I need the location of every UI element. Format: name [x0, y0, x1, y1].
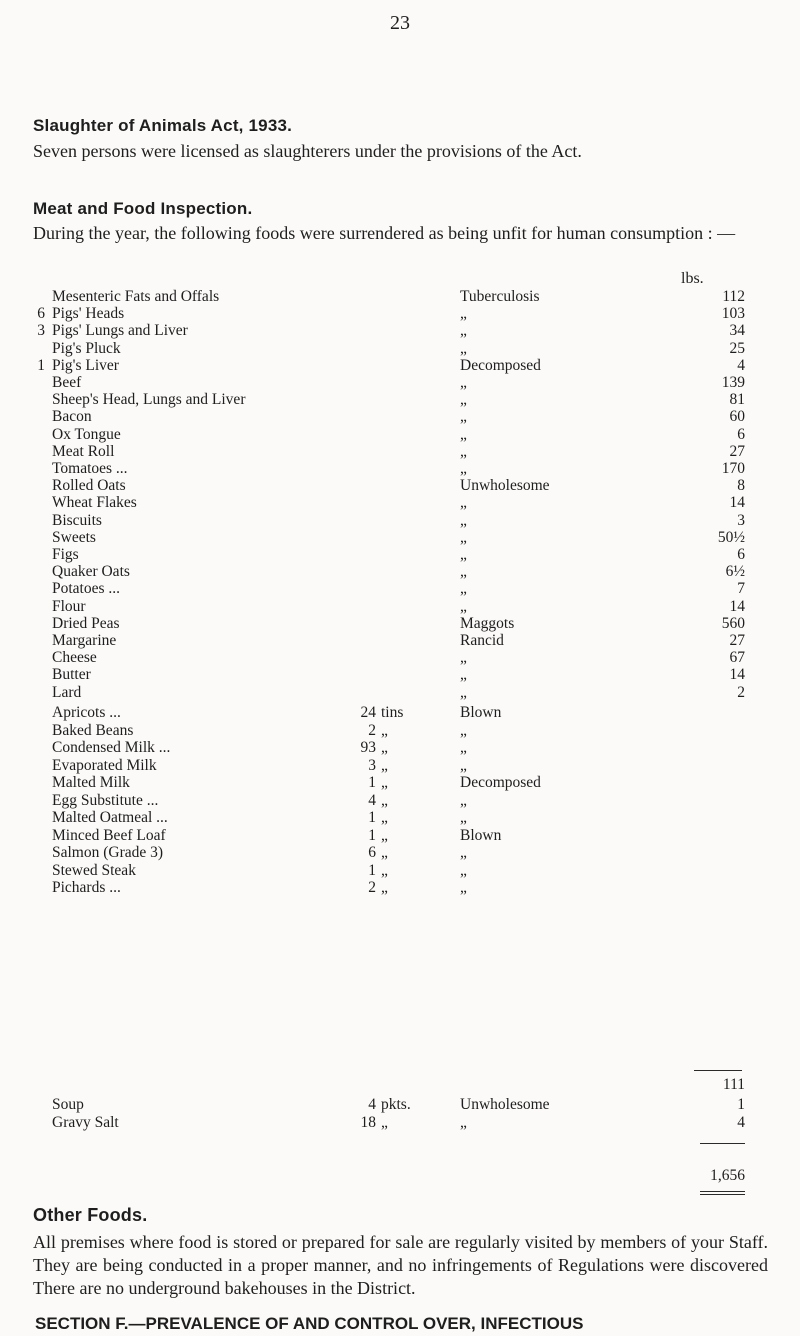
reason: „ — [460, 580, 467, 597]
other-foods-paragraph: All premises where food is stored or prepared for sale are regularly visited by members of your Staff. They are being conducted in a proper manner, and no infringements of Regulations were discovered There are no underground bakehouses in the District. — [33, 1232, 768, 1298]
food-item: Wheat Flakes — [52, 494, 137, 511]
food-item: Butter — [52, 666, 91, 683]
quantity: 1 — [368, 774, 376, 791]
reason: „ — [460, 563, 467, 580]
reason: „ — [460, 546, 467, 563]
unit: tins — [381, 704, 404, 721]
unit: „ — [381, 757, 388, 774]
tins-row — [0, 844, 800, 862]
reason: „ — [460, 792, 467, 809]
reason: „ — [460, 322, 467, 339]
weight-lbs: 112 — [722, 288, 745, 305]
grand-total: 1,656 — [710, 1167, 745, 1184]
reason: Maggots — [460, 615, 515, 632]
food-item: Dried Peas — [52, 615, 120, 632]
unit: pkts. — [381, 1096, 411, 1113]
row-count: 3 — [37, 322, 45, 339]
food-item: Mesenteric Fats and Offals — [52, 288, 220, 305]
weight-lbs: 8 — [737, 477, 745, 494]
weight-lbs: 4 — [737, 357, 745, 374]
reason: Unwholesome — [460, 1096, 550, 1113]
table-row — [0, 477, 800, 495]
lbs-column-header: lbs. — [681, 270, 704, 287]
food-item: Pichards ... — [52, 879, 121, 896]
food-item: Flour — [52, 598, 86, 615]
weight-lbs: 3 — [737, 512, 745, 529]
table-row — [0, 305, 800, 323]
food-item: Malted Milk — [52, 774, 130, 791]
food-item: Biscuits — [52, 512, 102, 529]
weight-lbs: 7 — [737, 580, 745, 597]
weight-lbs: 27 — [729, 632, 745, 649]
tins-subtotal: 111 — [722, 1076, 745, 1093]
table-row — [0, 580, 800, 598]
food-item: Malted Oatmeal ... — [52, 809, 168, 826]
tins-row — [0, 722, 800, 740]
weight-lbs: 60 — [729, 408, 745, 425]
total-double-rule-top — [700, 1191, 745, 1192]
quantity: 24 — [360, 704, 376, 721]
weight-lbs: 1 — [737, 1096, 745, 1113]
food-item: Pigs' Lungs and Liver — [52, 322, 188, 339]
weight-lbs: 34 — [729, 322, 745, 339]
table-row — [0, 649, 800, 667]
weight-lbs: 139 — [721, 374, 745, 391]
table-row — [0, 529, 800, 547]
unit: „ — [381, 844, 388, 861]
food-item: Minced Beef Loaf — [52, 827, 166, 844]
reason: Decomposed — [460, 774, 541, 791]
reason: Blown — [460, 827, 502, 844]
reason: „ — [460, 844, 467, 861]
table-row — [0, 322, 800, 340]
packets-row — [0, 1096, 800, 1114]
quantity: 3 — [368, 757, 376, 774]
weight-lbs: 6½ — [725, 563, 745, 580]
row-count: 6 — [37, 305, 45, 322]
food-item: Quaker Oats — [52, 563, 130, 580]
unit: „ — [381, 827, 388, 844]
unit: „ — [381, 739, 388, 756]
quantity: 4 — [368, 1096, 376, 1113]
table-row — [0, 408, 800, 426]
table-row — [0, 615, 800, 633]
tins-subtotal-row — [0, 1076, 800, 1094]
tins-row — [0, 739, 800, 757]
tins-row — [0, 809, 800, 827]
weight-lbs: 170 — [721, 460, 745, 477]
weight-lbs: 14 — [729, 666, 745, 683]
reason: „ — [460, 494, 467, 511]
total-double-rule-bottom — [700, 1194, 745, 1195]
slaughter-act-heading: Slaughter of Animals Act, 1933. — [33, 116, 293, 135]
food-item: Condensed Milk ... — [52, 739, 171, 756]
weight-lbs: 2 — [737, 684, 745, 701]
quantity: 2 — [368, 879, 376, 896]
tins-row — [0, 757, 800, 775]
food-item: Beef — [52, 374, 82, 391]
reason: „ — [460, 443, 467, 460]
food-item: Pig's Liver — [52, 357, 119, 374]
unit: „ — [381, 1114, 388, 1131]
reason: „ — [460, 1114, 467, 1131]
reason: „ — [460, 757, 467, 774]
food-item: Figs — [52, 546, 79, 563]
quantity: 1 — [368, 827, 376, 844]
quantity: 6 — [368, 844, 376, 861]
weight-lbs: 6 — [737, 426, 745, 443]
meat-inspection-heading: Meat and Food Inspection. — [33, 199, 253, 218]
weight-lbs: 4 — [737, 1114, 745, 1131]
food-item: Ox Tongue — [52, 426, 121, 443]
reason: Unwholesome — [460, 477, 550, 494]
packets-row — [0, 1114, 800, 1132]
tins-row — [0, 827, 800, 845]
table-row — [0, 666, 800, 684]
food-item: Rolled Oats — [52, 477, 126, 494]
tins-row — [0, 792, 800, 810]
table-row — [0, 288, 800, 306]
weight-lbs: 6 — [737, 546, 745, 563]
weight-lbs: 67 — [729, 649, 745, 666]
unit: „ — [381, 809, 388, 826]
reason: „ — [460, 879, 467, 896]
reason: Rancid — [460, 632, 504, 649]
food-item: Soup — [52, 1096, 84, 1113]
reason: „ — [460, 684, 467, 701]
tins-row — [0, 879, 800, 897]
quantity: 4 — [368, 792, 376, 809]
slaughter-act-paragraph: Seven persons were licensed as slaughterers under the provisions of the Act. — [33, 141, 582, 161]
table-row — [0, 357, 800, 375]
food-item: Cheese — [52, 649, 97, 666]
food-item: Pig's Pluck — [52, 340, 121, 357]
tins-row — [0, 704, 800, 722]
table-row — [0, 443, 800, 461]
food-item: Gravy Salt — [52, 1114, 119, 1131]
table-row — [0, 391, 800, 409]
reason: „ — [460, 374, 467, 391]
reason: „ — [460, 598, 467, 615]
food-item: Evaporated Milk — [52, 757, 157, 774]
food-item: Meat Roll — [52, 443, 115, 460]
food-item: Salmon (Grade 3) — [52, 844, 164, 861]
food-item: Sheep's Head, Lungs and Liver — [52, 391, 246, 408]
quantity: 1 — [368, 862, 376, 879]
weight-lbs: 14 — [729, 598, 745, 615]
reason: „ — [460, 739, 467, 756]
weight-lbs: 81 — [729, 391, 745, 408]
reason: „ — [460, 512, 467, 529]
table-row — [0, 632, 800, 650]
unit: „ — [381, 774, 388, 791]
reason: „ — [460, 391, 467, 408]
table-row — [0, 460, 800, 478]
reason: Blown — [460, 704, 502, 721]
table-row — [0, 512, 800, 530]
food-item: Apricots ... — [52, 704, 121, 721]
food-item: Stewed Steak — [52, 862, 136, 879]
reason: „ — [460, 666, 467, 683]
row-count: 1 — [37, 357, 45, 374]
quantity: 2 — [368, 722, 376, 739]
unit: „ — [381, 862, 388, 879]
food-item: Baked Beans — [52, 722, 134, 739]
weight-lbs: 103 — [721, 305, 745, 322]
reason: „ — [460, 305, 467, 322]
reason: „ — [460, 460, 467, 477]
weight-lbs: 14 — [729, 494, 745, 511]
reason: „ — [460, 722, 467, 739]
quantity: 18 — [360, 1114, 376, 1131]
food-item: Margarine — [52, 632, 117, 649]
section-f-title-line1: SECTION F.—PREVALENCE OF AND CONTROL OVER, INFECTIOUS — [35, 1314, 584, 1333]
table-row — [0, 494, 800, 512]
table-row — [0, 426, 800, 444]
tins-row — [0, 774, 800, 792]
reason: Decomposed — [460, 357, 541, 374]
reason: „ — [460, 649, 467, 666]
page-number: 23 — [390, 12, 410, 34]
meat-inspection-paragraph: During the year, the following foods were surrendered as being unfit for human consumption : — — [33, 223, 736, 243]
reason: „ — [460, 809, 467, 826]
food-item: Pigs' Heads — [52, 305, 125, 322]
table-row — [0, 684, 800, 702]
reason: „ — [460, 862, 467, 879]
reason: „ — [460, 426, 467, 443]
total-rule — [700, 1143, 745, 1144]
quantity: 1 — [368, 809, 376, 826]
food-item: Egg Substitute ... — [52, 792, 159, 809]
table-row — [0, 374, 800, 392]
quantity: 93 — [360, 739, 376, 756]
unit: „ — [381, 722, 388, 739]
weight-lbs: 27 — [729, 443, 745, 460]
food-item: Potatoes ... — [52, 580, 121, 597]
table-row — [0, 563, 800, 581]
table-row — [0, 598, 800, 616]
weight-lbs: 25 — [729, 340, 745, 357]
reason: „ — [460, 408, 467, 425]
food-item: Tomatoes ... — [52, 460, 128, 477]
weight-lbs: 560 — [721, 615, 745, 632]
table-row — [0, 340, 800, 358]
weight-lbs: 50½ — [717, 529, 745, 546]
table-row — [0, 546, 800, 564]
reason: „ — [460, 340, 467, 357]
unit: „ — [381, 792, 388, 809]
reason: Tuberculosis — [460, 288, 540, 305]
unit: „ — [381, 879, 388, 896]
food-item: Lard — [52, 684, 82, 701]
food-item: Bacon — [52, 408, 92, 425]
subtotal-rule — [694, 1070, 742, 1071]
other-foods-heading: Other Foods. — [33, 1205, 148, 1225]
tins-row — [0, 862, 800, 880]
food-item: Sweets — [52, 529, 96, 546]
reason: „ — [460, 529, 467, 546]
